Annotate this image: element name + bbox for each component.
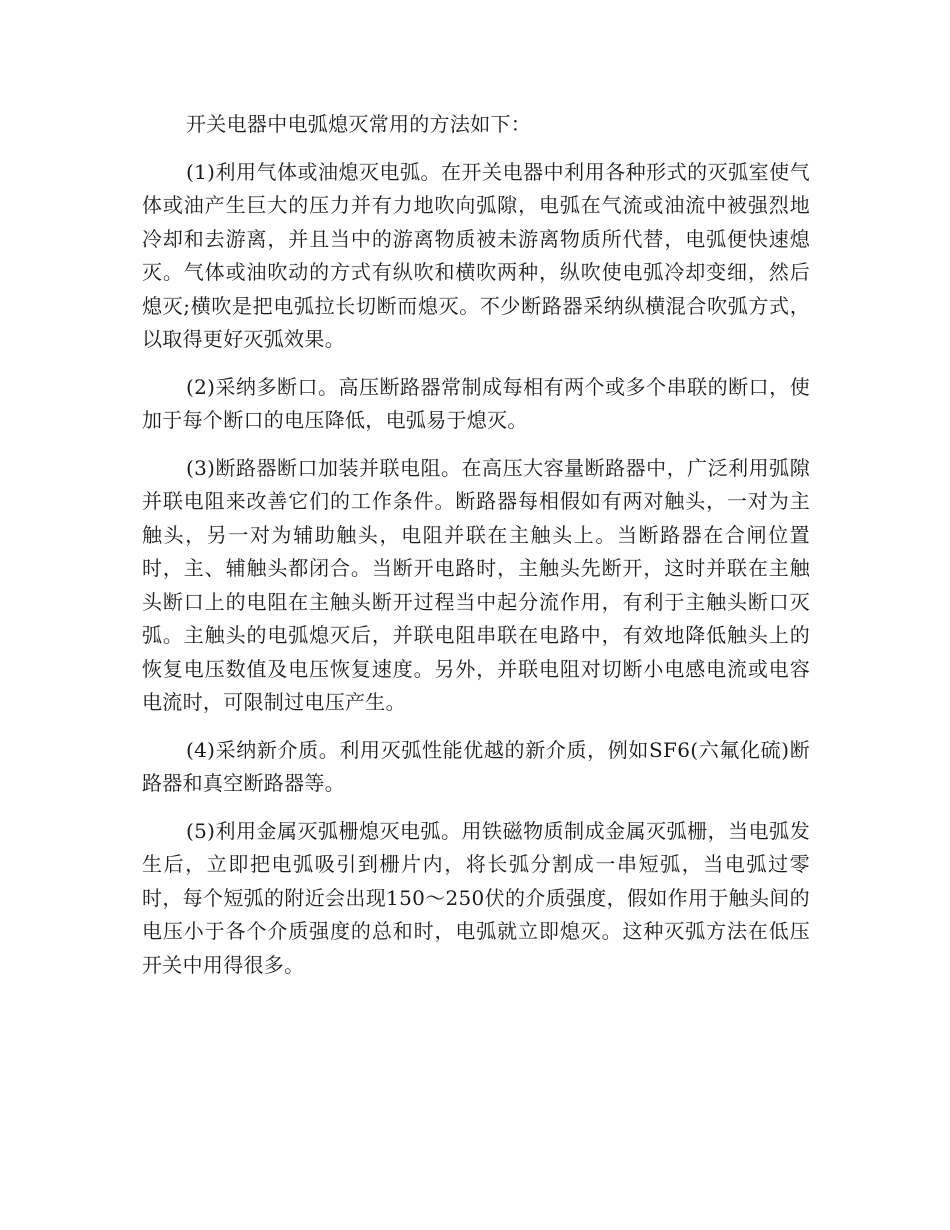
method-5-paragraph: (5)利用金属灭弧栅熄灭电弧。用铁磁物质制成金属灭弧栅，当电弧发生后，立即把电弧吸引到栅片内，将长弧分割成一串短弧，当电弧过零时，每个短弧的附近会出现150～250伏的介质强度，假如作用于触头间的电压小于各个介质强度的总和时，电弧就立即熄灭。这种灭弧方法在低压开关中用得很多。	[142, 818, 810, 977]
method-1-paragraph: (1)利用气体或油熄灭电弧。在开关电器中利用各种形式的灭弧室使气体或油产生巨大的压力并有力地吹向弧隙，电弧在气流或油流中被强烈地冷却和去游离，并且当中的游离物质被未游离物质所代替，电弧便快速熄灭。气体或油吹动的方式有纵吹和横吹两种，纵吹使电弧冷却变细，然后熄灭;横吹是把电弧拉长切断而熄灭。不少断路器采纳纵横混合吹弧方式，以取得更好灭弧效果。	[142, 159, 810, 351]
method-4-paragraph: (4)采纳新介质。利用灭弧性能优越的新介质，例如SF6(六氟化硫)断路器和真空断路器等。	[142, 737, 810, 795]
document-body	[142, 108, 810, 996]
intro-paragraph: 开关电器中电弧熄灭常用的方法如下：	[186, 112, 532, 136]
method-2-paragraph: (2)采纳多断口。高压断路器常制成每相有两个或多个串联的断口，使加于每个断口的电压降低，电弧易于熄灭。	[142, 374, 810, 432]
method-3-paragraph: (3)断路器断口加装并联电阻。在高压大容量断路器中，广泛利用弧隙并联电阻来改善它们的工作条件。断路器每相假如有两对触头，一对为主触头，另一对为辅助触头，电阻并联在主触头上。当断路器在合闸位置时，主、辅触头都闭合。当断开电路时，主触头先断开，这时并联在主触头断口上的电阻在主触头断开过程当中起分流作用，有利于主触头断口灭弧。主触头的电弧熄灭后，并联电阻串联在电路中，有效地降低触头上的恢复电压数值及电压恢复速度。另外，并联电阻对切断小电感电流或电容电流时，可限制过电压产生。	[142, 455, 810, 714]
